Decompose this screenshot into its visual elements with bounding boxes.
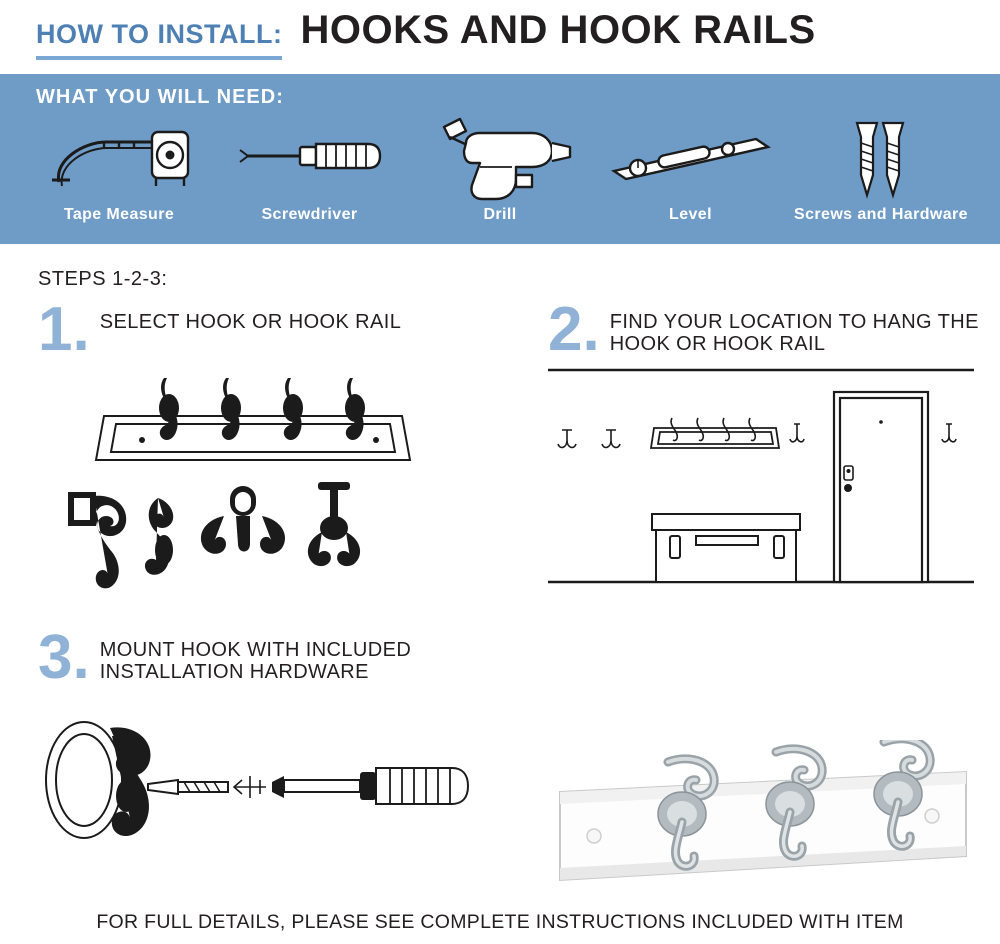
tool-tape-measure: [24, 116, 214, 224]
step-3-product-illustration: [548, 740, 978, 900]
step-1: [38, 295, 508, 616]
step-2-number: 2.: [548, 295, 600, 364]
page-title: HOOKS AND HOOK RAILS: [300, 8, 816, 52]
tape-measure-icon: [44, 116, 194, 204]
screwdriver-icon: [230, 116, 390, 204]
header-eyebrow: HOW TO INSTALL:: [36, 19, 282, 60]
step-3-heading: [38, 623, 508, 692]
tool-drill: [405, 116, 595, 224]
needs-title: WHAT YOU WILL NEED:: [36, 86, 284, 108]
tool-label: Drill: [483, 206, 517, 223]
tool-label: Level: [669, 206, 712, 223]
tool-screws-and-hardware: [786, 116, 976, 224]
level-icon: [606, 116, 776, 204]
tools-row: [24, 116, 976, 224]
step-1-number: 1.: [38, 295, 90, 364]
step-2-illustration: [548, 356, 988, 596]
step-2-heading: [548, 295, 988, 364]
what-you-will-need-band: [0, 74, 1000, 244]
tool-label: Screwdriver: [261, 206, 358, 223]
tool-label: Screws and Hardware: [794, 206, 968, 223]
page-header: [0, 0, 1000, 60]
hook-style-c: [201, 486, 285, 554]
hook-style-a: [68, 492, 126, 588]
step-2-text: FIND YOUR LOCATION TO HANG THE HOOK OR HOOK RAIL: [609, 311, 979, 356]
step-3-text: MOUNT HOOK WITH INCLUDED INSTALLATION HARDWARE: [99, 639, 412, 684]
screws-icon: [821, 116, 941, 204]
step-3-number: 3.: [38, 623, 90, 692]
step-1-text: SELECT HOOK OR HOOK RAIL: [99, 311, 402, 333]
steps-heading: STEPS 1-2-3:: [38, 268, 168, 290]
tool-screwdriver: [215, 116, 405, 224]
drill-icon: [420, 116, 580, 204]
step-3: [38, 623, 508, 874]
tool-label: Tape Measure: [63, 206, 175, 223]
step-1-illustration: [38, 356, 508, 616]
step-1-heading: [38, 295, 508, 364]
step-2: [548, 295, 988, 596]
hook-style-d: [308, 482, 360, 566]
step-3-illustration: [38, 684, 508, 874]
hook-style-b: [145, 498, 173, 575]
tool-level: [596, 116, 786, 224]
footer-note: FOR FULL DETAILS, PLEASE SEE COMPLETE INSTRUCTIONS INCLUDED WITH ITEM: [96, 911, 904, 933]
